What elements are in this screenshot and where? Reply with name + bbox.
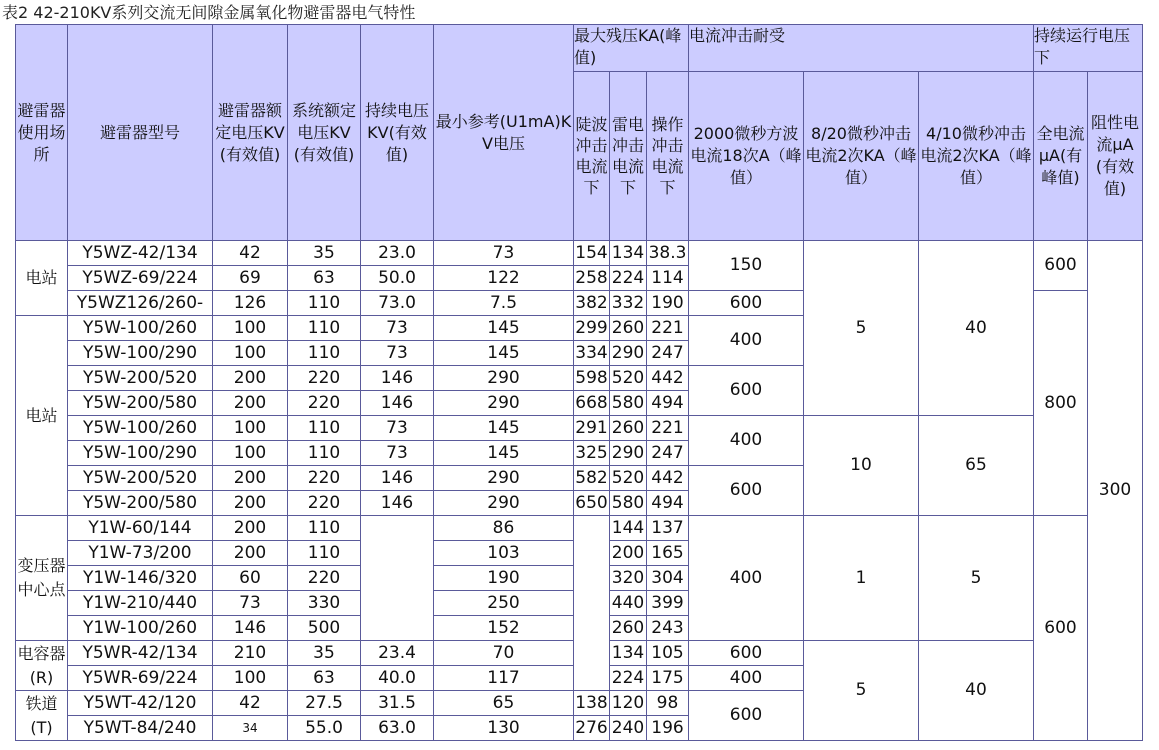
- lightning-cell: 320: [610, 566, 647, 591]
- header-max-residual: 最大残压KA(峰值): [574, 25, 689, 72]
- system-cell: 220: [288, 491, 361, 516]
- continuous-cell: 146: [361, 391, 434, 416]
- steep-cell: 598: [574, 366, 610, 391]
- model-cell: Y5W-100/260: [68, 416, 213, 441]
- reference-cell: 70: [434, 641, 574, 666]
- rated-cell: 34: [213, 716, 288, 741]
- switching-cell: 247: [647, 441, 689, 466]
- table-title: 表2 42-210KV系列交流无间隙金属氧化物避雷器电气特性: [2, 3, 416, 22]
- header-impulse-8-20: 8/20微秒冲击电流2次KA（峰值）: [804, 72, 919, 241]
- rated-cell: 100: [213, 316, 288, 341]
- rated-cell: 100: [213, 341, 288, 366]
- model-cell: Y5WZ-42/134: [68, 241, 213, 266]
- system-cell: 110: [288, 316, 361, 341]
- lightning-cell: 224: [610, 666, 647, 691]
- switching-cell: 98: [647, 691, 689, 716]
- model-cell: Y5W-200/520: [68, 366, 213, 391]
- site-cell: 变压器中心点: [16, 516, 68, 641]
- square-wave-cell: 600: [689, 691, 804, 741]
- switching-cell: 494: [647, 491, 689, 516]
- rated-cell: 42: [213, 691, 288, 716]
- lightning-cell: 260: [610, 616, 647, 641]
- system-cell: 63: [288, 666, 361, 691]
- rated-cell: 126: [213, 291, 288, 316]
- steep-cell: 582: [574, 466, 610, 491]
- impulse-4-10-cell: 40: [919, 641, 1034, 741]
- header-total-current: 全电流μA(有峰值): [1034, 72, 1088, 241]
- header-impulse-4-10: 4/10微秒冲击电流2次KA（峰值）: [919, 72, 1034, 241]
- reference-cell: 65: [434, 691, 574, 716]
- rated-cell: 200: [213, 466, 288, 491]
- steep-cell: 299: [574, 316, 610, 341]
- model-cell: Y1W-60/144: [68, 516, 213, 541]
- rated-cell: 146: [213, 616, 288, 641]
- rated-cell: 200: [213, 366, 288, 391]
- system-cell: 220: [288, 366, 361, 391]
- switching-cell: 137: [647, 516, 689, 541]
- steep-cell: 138: [574, 691, 610, 716]
- model-cell: Y5W-200/580: [68, 391, 213, 416]
- switching-cell: 165: [647, 541, 689, 566]
- model-cell: Y5WT-84/240: [68, 716, 213, 741]
- system-cell: 220: [288, 391, 361, 416]
- impulse-4-10-cell: 65: [919, 416, 1034, 516]
- model-cell: Y1W-73/200: [68, 541, 213, 566]
- steep-cell-empty: [574, 516, 610, 691]
- reference-cell: 145: [434, 441, 574, 466]
- rated-cell: 69: [213, 266, 288, 291]
- square-wave-cell: 400: [689, 416, 804, 466]
- total-current-cell: 800: [1034, 291, 1088, 516]
- reference-cell: 290: [434, 466, 574, 491]
- rated-cell: 210: [213, 641, 288, 666]
- continuous-cell: 73: [361, 416, 434, 441]
- system-cell: 500: [288, 616, 361, 641]
- reference-cell: 290: [434, 391, 574, 416]
- rated-cell: 200: [213, 541, 288, 566]
- steep-cell: 258: [574, 266, 610, 291]
- header-min-reference: 最小参考(U1mA)KV电压: [434, 25, 574, 241]
- lightning-cell: 580: [610, 391, 647, 416]
- impulse-8-20-cell: 5: [804, 241, 919, 416]
- switching-cell: 114: [647, 266, 689, 291]
- rated-cell: 200: [213, 491, 288, 516]
- impulse-4-10-cell: 5: [919, 516, 1034, 641]
- lightning-cell: 260: [610, 316, 647, 341]
- switching-cell: 304: [647, 566, 689, 591]
- reference-cell: 73: [434, 241, 574, 266]
- site-cell: 电容器(R): [16, 641, 68, 691]
- square-wave-cell: 600: [689, 366, 804, 416]
- switching-cell: 442: [647, 366, 689, 391]
- lightning-cell: 440: [610, 591, 647, 616]
- model-cell: Y5WZ126/260-: [68, 291, 213, 316]
- lightning-cell: 134: [610, 641, 647, 666]
- header-operating-current: 持续运行电压下: [1034, 25, 1143, 72]
- continuous-cell: 23.4: [361, 641, 434, 666]
- steep-cell: 276: [574, 716, 610, 741]
- lightning-cell: 260: [610, 416, 647, 441]
- switching-cell: 221: [647, 316, 689, 341]
- steep-cell: 154: [574, 241, 610, 266]
- model-cell: Y5WR-42/134: [68, 641, 213, 666]
- system-cell: 110: [288, 541, 361, 566]
- model-cell: Y5W-100/290: [68, 441, 213, 466]
- reference-cell: 145: [434, 316, 574, 341]
- model-cell: Y5W-100/260: [68, 316, 213, 341]
- arrester-spec-table: [15, 24, 1143, 741]
- steep-cell: 668: [574, 391, 610, 416]
- model-cell: Y5WZ-69/224: [68, 266, 213, 291]
- site-cell: 电站: [16, 316, 68, 516]
- continuous-cell: 146: [361, 466, 434, 491]
- reference-cell: 145: [434, 416, 574, 441]
- continuous-cell: 73: [361, 441, 434, 466]
- switching-cell: 494: [647, 391, 689, 416]
- reference-cell: 103: [434, 541, 574, 566]
- model-cell: Y5W-200/580: [68, 491, 213, 516]
- rated-cell: 200: [213, 516, 288, 541]
- switching-cell: 247: [647, 341, 689, 366]
- square-wave-cell: 600: [689, 291, 804, 316]
- reference-cell: 86: [434, 516, 574, 541]
- table-row: [16, 416, 1143, 441]
- header-resistive-current: 阻性电流μA(有效值): [1088, 72, 1143, 241]
- reference-cell: 117: [434, 666, 574, 691]
- site-cell: 铁道(T): [16, 691, 68, 741]
- switching-cell: 175: [647, 666, 689, 691]
- system-cell: 220: [288, 466, 361, 491]
- continuous-cell: 146: [361, 491, 434, 516]
- system-cell: 110: [288, 341, 361, 366]
- square-wave-cell: 150: [689, 241, 804, 291]
- header-impulse-withstand: 电流冲击耐受: [689, 25, 1034, 72]
- impulse-8-20-cell: 10: [804, 416, 919, 516]
- lightning-cell: 144: [610, 516, 647, 541]
- model-cell: Y5W-100/290: [68, 341, 213, 366]
- lightning-cell: 240: [610, 716, 647, 741]
- switching-cell: 442: [647, 466, 689, 491]
- rated-cell: 100: [213, 666, 288, 691]
- header-site: 避雷器使用场所: [16, 25, 68, 241]
- continuous-cell: 23.0: [361, 241, 434, 266]
- switching-cell: 196: [647, 716, 689, 741]
- lightning-cell: 332: [610, 291, 647, 316]
- impulse-4-10-cell: 40: [919, 241, 1034, 416]
- lightning-cell: 120: [610, 691, 647, 716]
- header-model: 避雷器型号: [68, 25, 213, 241]
- lightning-cell: 290: [610, 341, 647, 366]
- reference-cell: 145: [434, 341, 574, 366]
- model-cell: Y5WT-42/120: [68, 691, 213, 716]
- impulse-8-20-cell: 5: [804, 641, 919, 741]
- system-cell: 63: [288, 266, 361, 291]
- lightning-cell: 580: [610, 491, 647, 516]
- reference-cell: 290: [434, 366, 574, 391]
- system-cell: 35: [288, 641, 361, 666]
- system-cell: 110: [288, 416, 361, 441]
- impulse-8-20-cell: 1: [804, 516, 919, 641]
- steep-cell: 325: [574, 441, 610, 466]
- square-wave-cell: 400: [689, 666, 804, 691]
- rated-cell: 200: [213, 391, 288, 416]
- total-current-cell: 600: [1034, 241, 1088, 291]
- continuous-cell: 31.5: [361, 691, 434, 716]
- reference-cell: 122: [434, 266, 574, 291]
- table-row: [16, 241, 1143, 266]
- continuous-cell: 73.0: [361, 291, 434, 316]
- continuous-cell: 73: [361, 341, 434, 366]
- lightning-cell: 520: [610, 366, 647, 391]
- steep-cell: 382: [574, 291, 610, 316]
- lightning-cell: 224: [610, 266, 647, 291]
- continuous-cell: 146: [361, 366, 434, 391]
- square-wave-cell: 600: [689, 466, 804, 516]
- continuous-cell: 50.0: [361, 266, 434, 291]
- header-rated-voltage: 避雷器额定电压KV(有效值): [213, 25, 288, 241]
- system-cell: 110: [288, 516, 361, 541]
- lightning-cell: 200: [610, 541, 647, 566]
- rated-cell: 42: [213, 241, 288, 266]
- model-cell: Y5WR-69/224: [68, 666, 213, 691]
- model-cell: Y1W-210/440: [68, 591, 213, 616]
- site-cell: 电站: [16, 241, 68, 316]
- rated-cell: 60: [213, 566, 288, 591]
- system-cell: 27.5: [288, 691, 361, 716]
- model-cell: Y5W-200/520: [68, 466, 213, 491]
- system-cell: 55.0: [288, 716, 361, 741]
- square-wave-cell: 400: [689, 516, 804, 641]
- header-square-wave: 2000微秒方波电流18次A（峰值）: [689, 72, 804, 241]
- continuous-cell: 63.0: [361, 716, 434, 741]
- total-current-cell: 600: [1034, 516, 1088, 741]
- switching-cell: 38.3: [647, 241, 689, 266]
- resistive-current-cell: 300: [1088, 241, 1143, 741]
- switching-cell: 399: [647, 591, 689, 616]
- rated-cell: 73: [213, 591, 288, 616]
- reference-cell: 290: [434, 491, 574, 516]
- switching-cell: 105: [647, 641, 689, 666]
- system-cell: 35: [288, 241, 361, 266]
- header-steep-wave: 陡波冲击电流下: [574, 72, 610, 241]
- steep-cell: 650: [574, 491, 610, 516]
- continuous-cell: 40.0: [361, 666, 434, 691]
- table-row: [16, 516, 1143, 541]
- system-cell: 220: [288, 566, 361, 591]
- model-cell: Y1W-146/320: [68, 566, 213, 591]
- system-cell: 110: [288, 441, 361, 466]
- header-lightning: 雷电冲击电流下: [610, 72, 647, 241]
- steep-cell: 334: [574, 341, 610, 366]
- reference-cell: 152: [434, 616, 574, 641]
- rated-cell: 100: [213, 441, 288, 466]
- steep-cell: 291: [574, 416, 610, 441]
- reference-cell: 250: [434, 591, 574, 616]
- reference-cell: 130: [434, 716, 574, 741]
- model-cell: Y1W-100/260: [68, 616, 213, 641]
- lightning-cell: 290: [610, 441, 647, 466]
- header-switching: 操作冲击电流下: [647, 72, 689, 241]
- continuous-cell: 73: [361, 316, 434, 341]
- header-continuous-voltage: 持续电压KV(有效值): [361, 25, 434, 241]
- rated-cell: 100: [213, 416, 288, 441]
- reference-cell: 7.5: [434, 291, 574, 316]
- continuous-cell-empty: [361, 516, 434, 641]
- lightning-cell: 134: [610, 241, 647, 266]
- square-wave-cell: 600: [689, 641, 804, 666]
- header-system-voltage: 系统额定电压KV(有效值): [288, 25, 361, 241]
- switching-cell: 243: [647, 616, 689, 641]
- reference-cell: 190: [434, 566, 574, 591]
- system-cell: 110: [288, 291, 361, 316]
- switching-cell: 190: [647, 291, 689, 316]
- switching-cell: 221: [647, 416, 689, 441]
- square-wave-cell: 400: [689, 316, 804, 366]
- lightning-cell: 520: [610, 466, 647, 491]
- system-cell: 330: [288, 591, 361, 616]
